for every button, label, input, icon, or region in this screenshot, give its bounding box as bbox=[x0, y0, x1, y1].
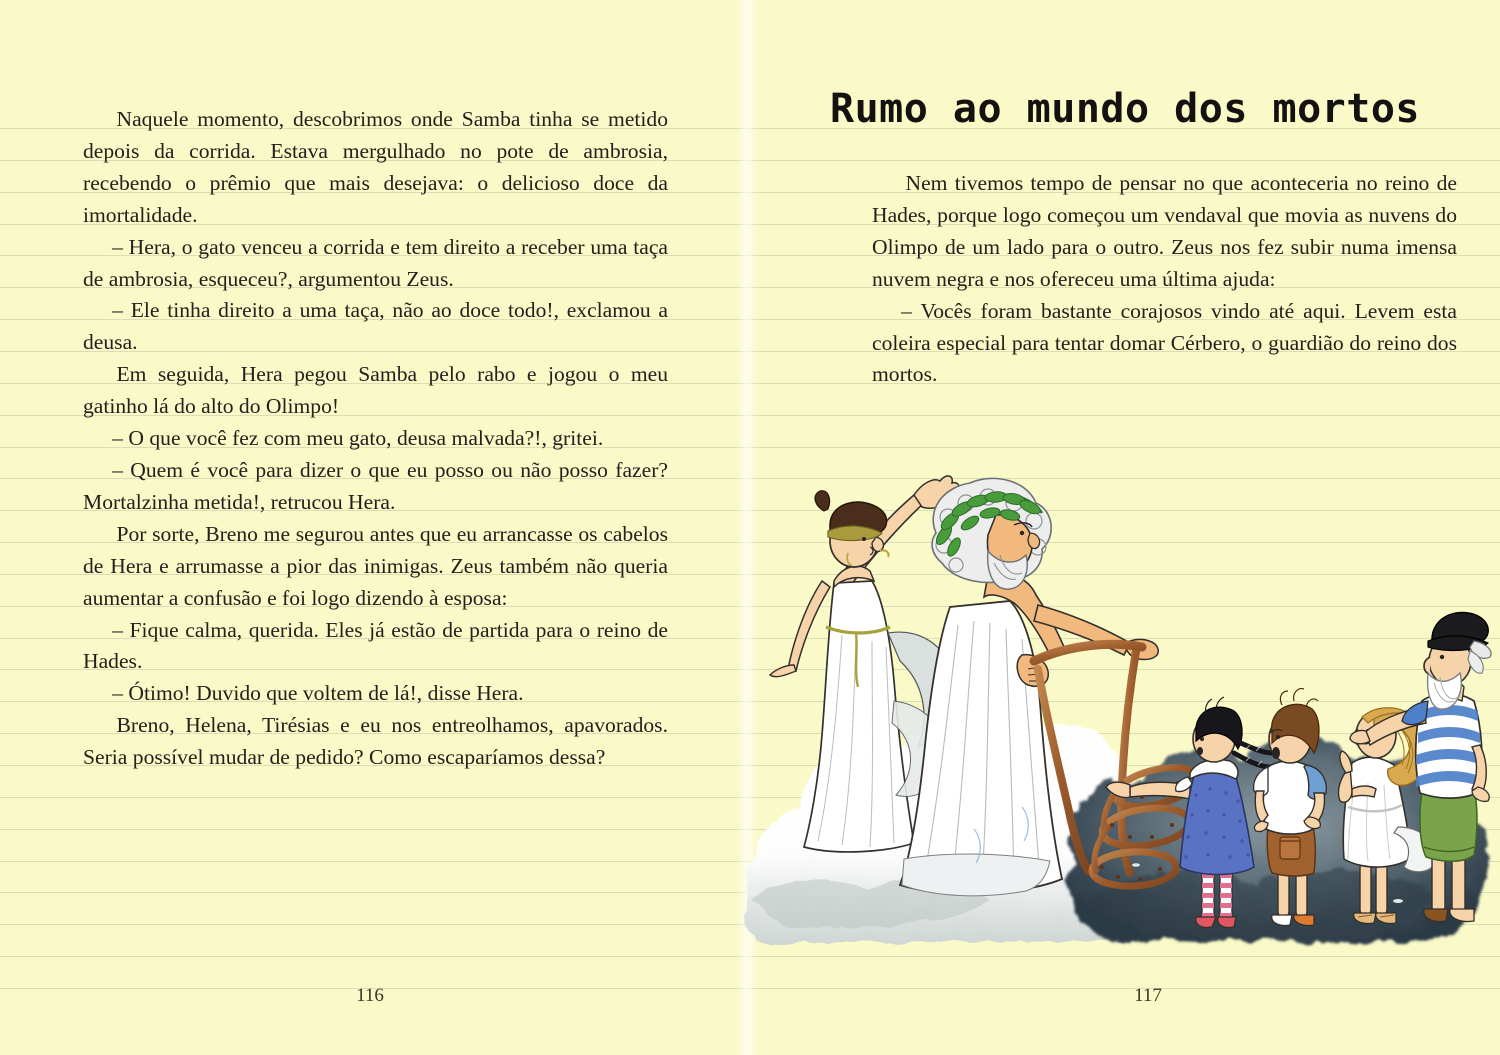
right-text-block bbox=[872, 168, 1457, 391]
chapter-illustration bbox=[738, 455, 1500, 955]
paragraph: Por sorte, Breno me segurou antes que eu arrancasse os cabelos de Hera e arrumasse a pior das inimigas. Zeus também não queria aumentar a confusão e foi logo dizendo à esposa: bbox=[83, 521, 668, 610]
paragraph: Naquele momento, descobrimos onde Samba tinha se metido depois da corrida. Estava mergulhado no pote de ambrosia, recebendo o prêmio que mais desejava: o delicioso doce da imortalidade. bbox=[83, 107, 668, 227]
page-number-right: 117 bbox=[1134, 985, 1162, 1006]
page-number-left: 116 bbox=[356, 985, 384, 1006]
paragraph: – Quem é você para dizer o que eu posso ou não posso fazer? Mortalzinha metida!, retrucou Hera. bbox=[83, 457, 668, 514]
paragraph: – Fique calma, querida. Eles já estão de partida para o reino de Hades. bbox=[83, 617, 668, 674]
paragraph: Em seguida, Hera pegou Samba pelo rabo e jogou o meu gatinho lá do alto do Olimpo! bbox=[83, 362, 668, 419]
paragraph: – Ótimo! Duvido que voltem de lá!, disse Hera. bbox=[112, 681, 524, 706]
paragraph: – O que você fez com meu gato, deusa malvada?!, gritei. bbox=[112, 426, 604, 451]
paragraph: Breno, Helena, Tirésias e eu nos entreolhamos, apavorados. Seria possível mudar de pedido? Como escaparíamos dessa? bbox=[83, 713, 668, 770]
left-text-block bbox=[83, 104, 668, 774]
paragraph: Nem tivemos tempo de pensar no que aconteceria no reino de Hades, porque logo começou um vendaval que movia as nuvens do Olimpo de um lado para o outro. Zeus nos fez subir numa imensa nuvem negra e nos ofereceu uma última ajuda: bbox=[872, 171, 1457, 291]
paragraph: – Vocês foram bastante corajosos vindo até aqui. Levem esta coleira especial para tentar domar Cérbero, o guardião do reino dos mortos. bbox=[872, 298, 1457, 387]
chapter-title: Rumo ao mundo dos mortos bbox=[830, 86, 1420, 132]
paragraph: – Ele tinha direito a uma taça, não ao doce todo!, exclamou a deusa. bbox=[83, 298, 668, 355]
paragraph: – Hera, o gato venceu a corrida e tem direito a receber uma taça de ambrosia, esqueceu?, argumentou Zeus. bbox=[83, 234, 668, 291]
